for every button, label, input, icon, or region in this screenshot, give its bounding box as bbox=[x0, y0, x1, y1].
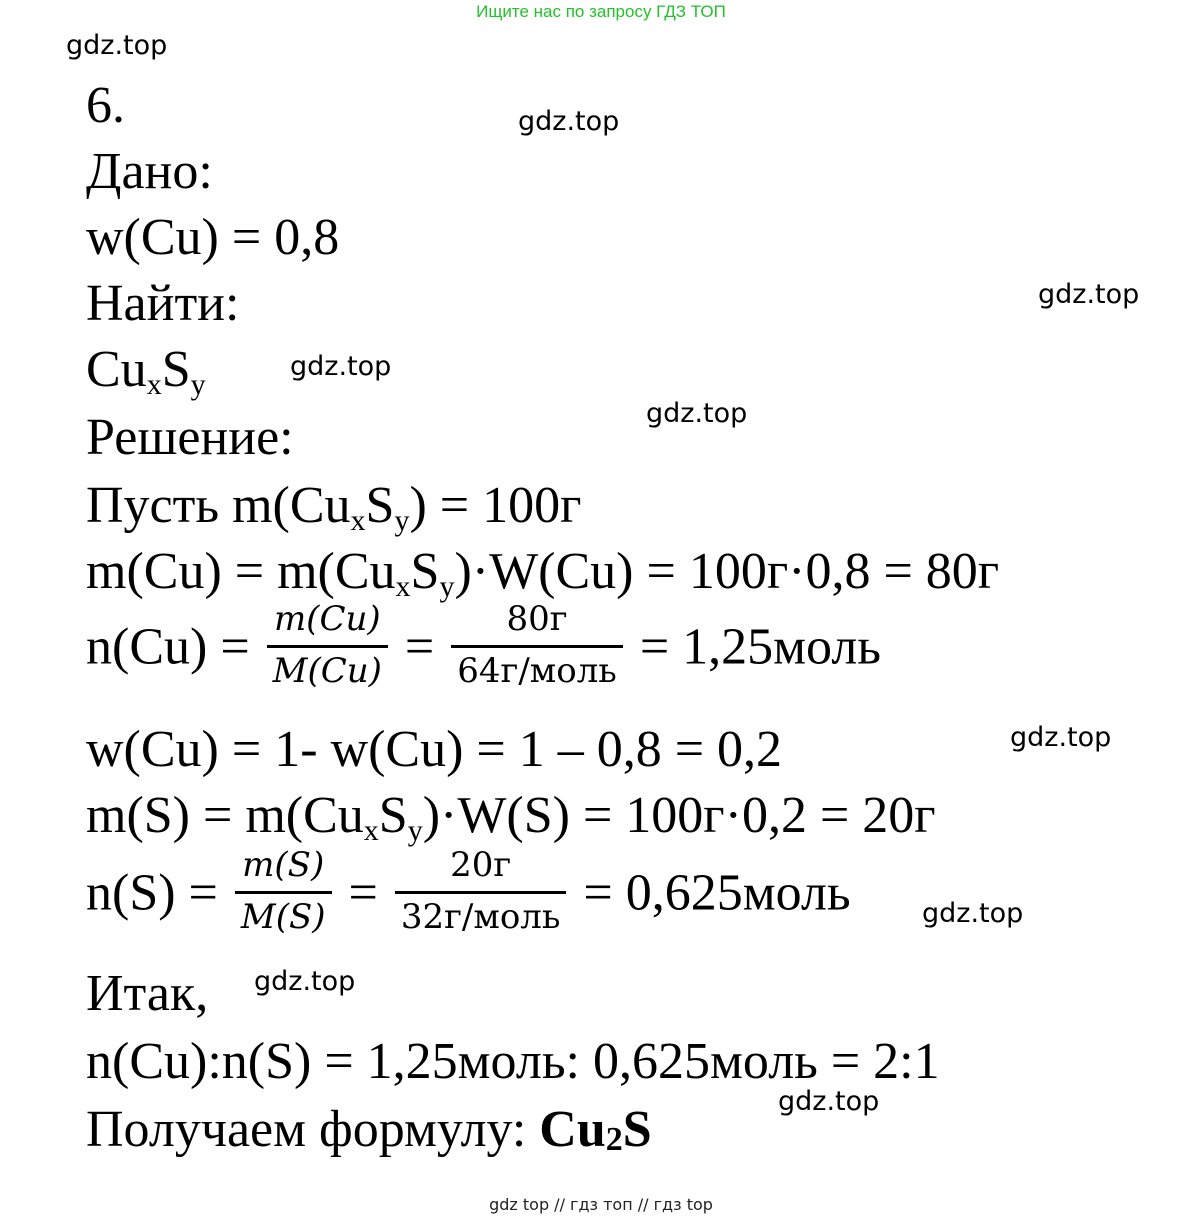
find-formula: $Cu_xS_y$ bbox=[86, 341, 206, 401]
watermark: gdz.top bbox=[66, 30, 168, 61]
solution-heading: Решение: bbox=[86, 409, 294, 466]
watermark: gdz.top bbox=[922, 898, 1024, 929]
watermark: gdz.top bbox=[778, 1086, 880, 1117]
given-heading: Дано: bbox=[86, 143, 213, 200]
conclusion-heading: Итак, bbox=[86, 965, 209, 1022]
search-banner[interactable]: Ищите нас по запросу ГДЗ ТОП bbox=[476, 2, 726, 21]
given-mass-fraction: w(Cu) = 0,8 bbox=[86, 209, 340, 266]
watermark: gdz.top bbox=[1038, 279, 1140, 310]
solution-step-6: n(S) = $\frac{m(S)}{M(S)}$ = $\frac{20г}{\text{32г/моль}}$ = 0,625моль bbox=[86, 845, 851, 938]
mole-ratio: n(Cu):n(S) = 1,25моль: 0,625моль = 2:1 bbox=[86, 1033, 940, 1090]
task-number: 6. bbox=[86, 77, 125, 134]
watermark: gdz.top bbox=[518, 106, 620, 137]
solution-step-3: n(Cu) = $\frac{m(Cu)}{M(Cu)}$ = $\frac{80г}{\text{64г/моль}}$ = 1,25моль bbox=[86, 599, 882, 692]
watermark: gdz.top bbox=[1010, 722, 1112, 753]
fraction: $\frac{80г}{\text{64г/моль}}$ bbox=[451, 600, 623, 691]
solution-step-1: Пусть $m(Cu_xS_y) = 100г$ bbox=[86, 477, 582, 537]
solution-step-2: $m(Cu) = m(Cu_xS_y)\cdot W(Cu) = 100г\cdot 0,8 = 80г$ bbox=[86, 543, 1000, 603]
watermark: gdz.top bbox=[290, 351, 392, 382]
solution-step-4: w(Cu) = 1- w(Cu) = 1 – 0,8 = 0,2 bbox=[86, 721, 783, 778]
watermark: gdz.top bbox=[646, 398, 748, 429]
solution-step-5: $m(S) = m(Cu_xS_y)\cdot W(S) = 100г\cdot 0,2 = 20г$ bbox=[86, 787, 936, 847]
footer-links[interactable]: gdz top // гдз топ // гдз top bbox=[489, 1195, 713, 1214]
final-formula: Получаем формулу: Cu2S bbox=[86, 1101, 652, 1158]
fraction: $\frac{m(Cu)}{M(Cu)}$ bbox=[267, 600, 388, 691]
watermark: gdz.top bbox=[254, 966, 356, 997]
fraction: $\frac{20г}{\text{32г/моль}}$ bbox=[395, 846, 567, 937]
fraction: $\frac{m(S)}{M(S)}$ bbox=[235, 846, 332, 937]
find-heading: Найти: bbox=[86, 275, 240, 332]
